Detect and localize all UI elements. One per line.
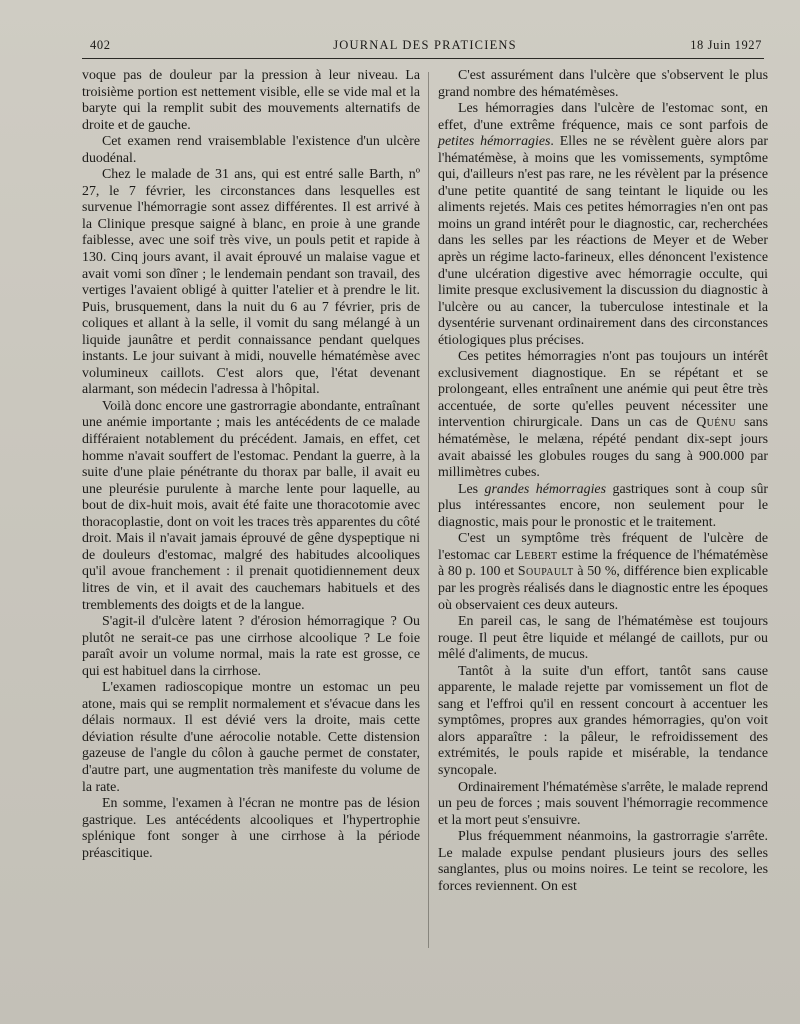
paragraph: Ordinairement l'hématémèse s'arrête, le malade reprend un peu de forces ; mais souvent l'hémorragie recommence et la mort peut s'ensuivre. bbox=[438, 779, 768, 828]
right-column bbox=[438, 68, 768, 895]
paragraph bbox=[438, 101, 768, 349]
author-name: Soupault bbox=[517, 564, 574, 580]
paragraph: Voilà donc encore une gastrorragie abondante, entraînant une anémie importante ; mais les antécédents de ce malade différaient notablement du précédent. Jamais, en effet, cet homme n'avait souffert de l'estomac. Pendant la guerre, à la suite d'une plaie pénétrante du thorax par balle, il avait eu une pleurésie purulente à marche lente pour laquelle, au bout de dix-huit mois, avait été faite une thoracotomie avec thoracoplastie, dont on voit les traces très apparentes du côté droit. Mais il n'avait jamais éprouvé de gêne dyspeptique ni de douleurs d'estomac, malgré des habitudes alcooliques qu'il avoue franchement : il prenait quotidiennement deux litres de vin, et il avait des cauchemars habituels et des tremblements des doigts et de la langue. bbox=[82, 398, 420, 613]
paragraph: Chez le malade de 31 ans, qui est entré salle Barth, nº 27, le 7 février, les circonstances dans lesquelles est survenue l'hémorragie sont assez différentes. Il est arrivé à la Clinique presque saigné à blanc, en proie à une grande faiblesse, avec une soif très vive, un pouls petit et rapide à 130. Cinq jours avant, il avait éprouvé un malaise vague et avait vomi son dîner ; le lendemain pendant son travail, des vertiges l'avaient obligé à quitter l'atelier et à prendre le lit. Puis, brusquement, dans la nuit du 6 au 7 février, pris de coliques et allant à la selle, il vomit du sang mélangé à un liquide jaunâtre et perdit connaissance pendant quelques instants. Le jour suivant à midi, nouvelle hématémèse avec volumineux caillots. C'est alors que, l'état devenant alarmant, son médecin l'adressa à l'hôpital. bbox=[82, 167, 420, 398]
paragraph: voque pas de douleur par la pression à leur niveau. La troisième portion est nettement visible, elle se vide mal et la baryte qui la remplit subit des mouvements alternatifs de droite et de gauche. bbox=[82, 68, 420, 133]
italic-term: petites hémorragies bbox=[438, 134, 551, 150]
left-column bbox=[82, 68, 420, 862]
paragraph bbox=[438, 531, 768, 614]
paragraph: L'examen radioscopique montre un estomac un peu atone, mais qui se remplit normalement et s'évacue dans les délais normaux. Il est dévié vers la droite, mais cette déviation résulte d'une aérocolie notable. Cette distension gazeuse de l'angle du côlon à gauche permet de constater, d'autre part, une augmentation très manifeste du volume de la rate. bbox=[82, 680, 420, 795]
paragraph: En somme, l'examen à l'écran ne montre pas de lésion gastrique. Les antécédents alcooliques et l'hypertrophie splénique font songer à une cirrhose à la période préascitique. bbox=[82, 796, 420, 861]
text-run: estime la fréquence de l'hématémèse à 80 p. 100 et bbox=[438, 547, 768, 580]
paragraph: Plus fréquemment néanmoins, la gastrorragie s'arrête. Le malade expulse pendant plusieurs jours des selles sanglantes, plus ou moins noires. Le teint se recolore, les forces reviennent. On est bbox=[438, 829, 768, 894]
text-run: Ces petites hémorragies n'ont pas toujours un intérêt exclusivement diagnostique. En se répétant et se prolongeant, elles entraînent une anémie qui peut être très accentuée, de sorte qu'elles peuvent nécessiter une intervention chirurgicale. Dans un cas de bbox=[438, 349, 768, 431]
text-run: . Elles ne se révèlent guère alors par l'hématémèse, à moins que les vomissements, symptôme qui, d'ailleurs n'est pas rare, ne les révèlent par la présence d'une petite quantité de sang teintant le liquide ou les aliments rejetés. Mais ces petites hémorragies n'en ont pas moins un grand intérêt pour le diagnostic, car, recherchées dans les selles par les réactions de Meyer et de Weber après un régime lacto-farineux, elles dénoncent l'existence d'une ulcération digestive avec hémorragie occulte, qui limite presque exclusivement la discussion du diagnostic à l'ulcère ou au cancer, la tuberculose intestinale et la dysentérie survenant ordinairement dans des circonstances étiologiques plus précises. bbox=[438, 134, 768, 348]
paragraph: Tantôt à la suite d'un effort, tantôt sans cause apparente, le malade rejette par vomissement un flot de sang et l'effroi qu'il en ressent concourt à accentuer les symptômes, propres aux grandes hémorragies, qu'on voit alors apparaître : la pâleur, le refroidissement des extrémités, le pouls rapide et misérable, la tendance syncopale. bbox=[438, 663, 768, 778]
column-separator bbox=[428, 72, 429, 948]
issue-date: 18 Juin 1927 bbox=[690, 38, 762, 52]
paragraph bbox=[438, 482, 768, 532]
text-run: Les bbox=[458, 481, 485, 497]
italic-term: grandes hémorragies bbox=[484, 481, 607, 497]
author-name: Lebert bbox=[515, 547, 558, 563]
text-run: à 50 %, différence bien explicable par les progrès réalisés dans le diagnostic entre les époques où observaient ces deux auteurs. bbox=[438, 564, 769, 613]
author-name: Quénu bbox=[696, 415, 737, 431]
running-header bbox=[88, 36, 762, 58]
paragraph: C'est assurément dans l'ulcère que s'observent le plus grand nombre des hématémèses. bbox=[438, 68, 768, 100]
paragraph: S'agit-il d'ulcère latent ? d'érosion hémorragique ? Ou plutôt ne serait-ce pas une cirrhose alcoolique ? Le foie paraît avoir un volume normal, mais la rate est grosse, ce qui est habituel dans la cirrhose. bbox=[82, 614, 420, 679]
page-number: 402 bbox=[90, 38, 111, 52]
paragraph: En pareil cas, le sang de l'hématémèse est toujours rouge. Il peut être liquide et mélangé de caillots, pur ou mêlé d'aliments, de mucus. bbox=[438, 614, 768, 663]
paragraph: Cet examen rend vraisemblable l'existence d'un ulcère duodénal. bbox=[82, 134, 420, 166]
paragraph bbox=[438, 349, 768, 481]
journal-title: JOURNAL DES PRATICIENS bbox=[333, 38, 517, 52]
text-run: Les hémorragies dans l'ulcère de l'estomac sont, en effet, d'une extrême fréquence, mais ce sont parfois de bbox=[438, 101, 768, 133]
header-rule bbox=[82, 58, 764, 59]
text-run: sans hématémèse, le melæna, répété pendant dix-sept jours avait abaissé les globules rouges du sang à 900.000 par millimètres cubes. bbox=[438, 415, 768, 481]
text-run: C'est un symptôme très fréquent de l'ulcère de l'estomac car bbox=[438, 531, 768, 563]
text-run: gastriques sont à coup sûr plus intéressantes encore, non seulement pour le diagnostic, mais pour le pronostic et le traitement. bbox=[438, 481, 769, 530]
